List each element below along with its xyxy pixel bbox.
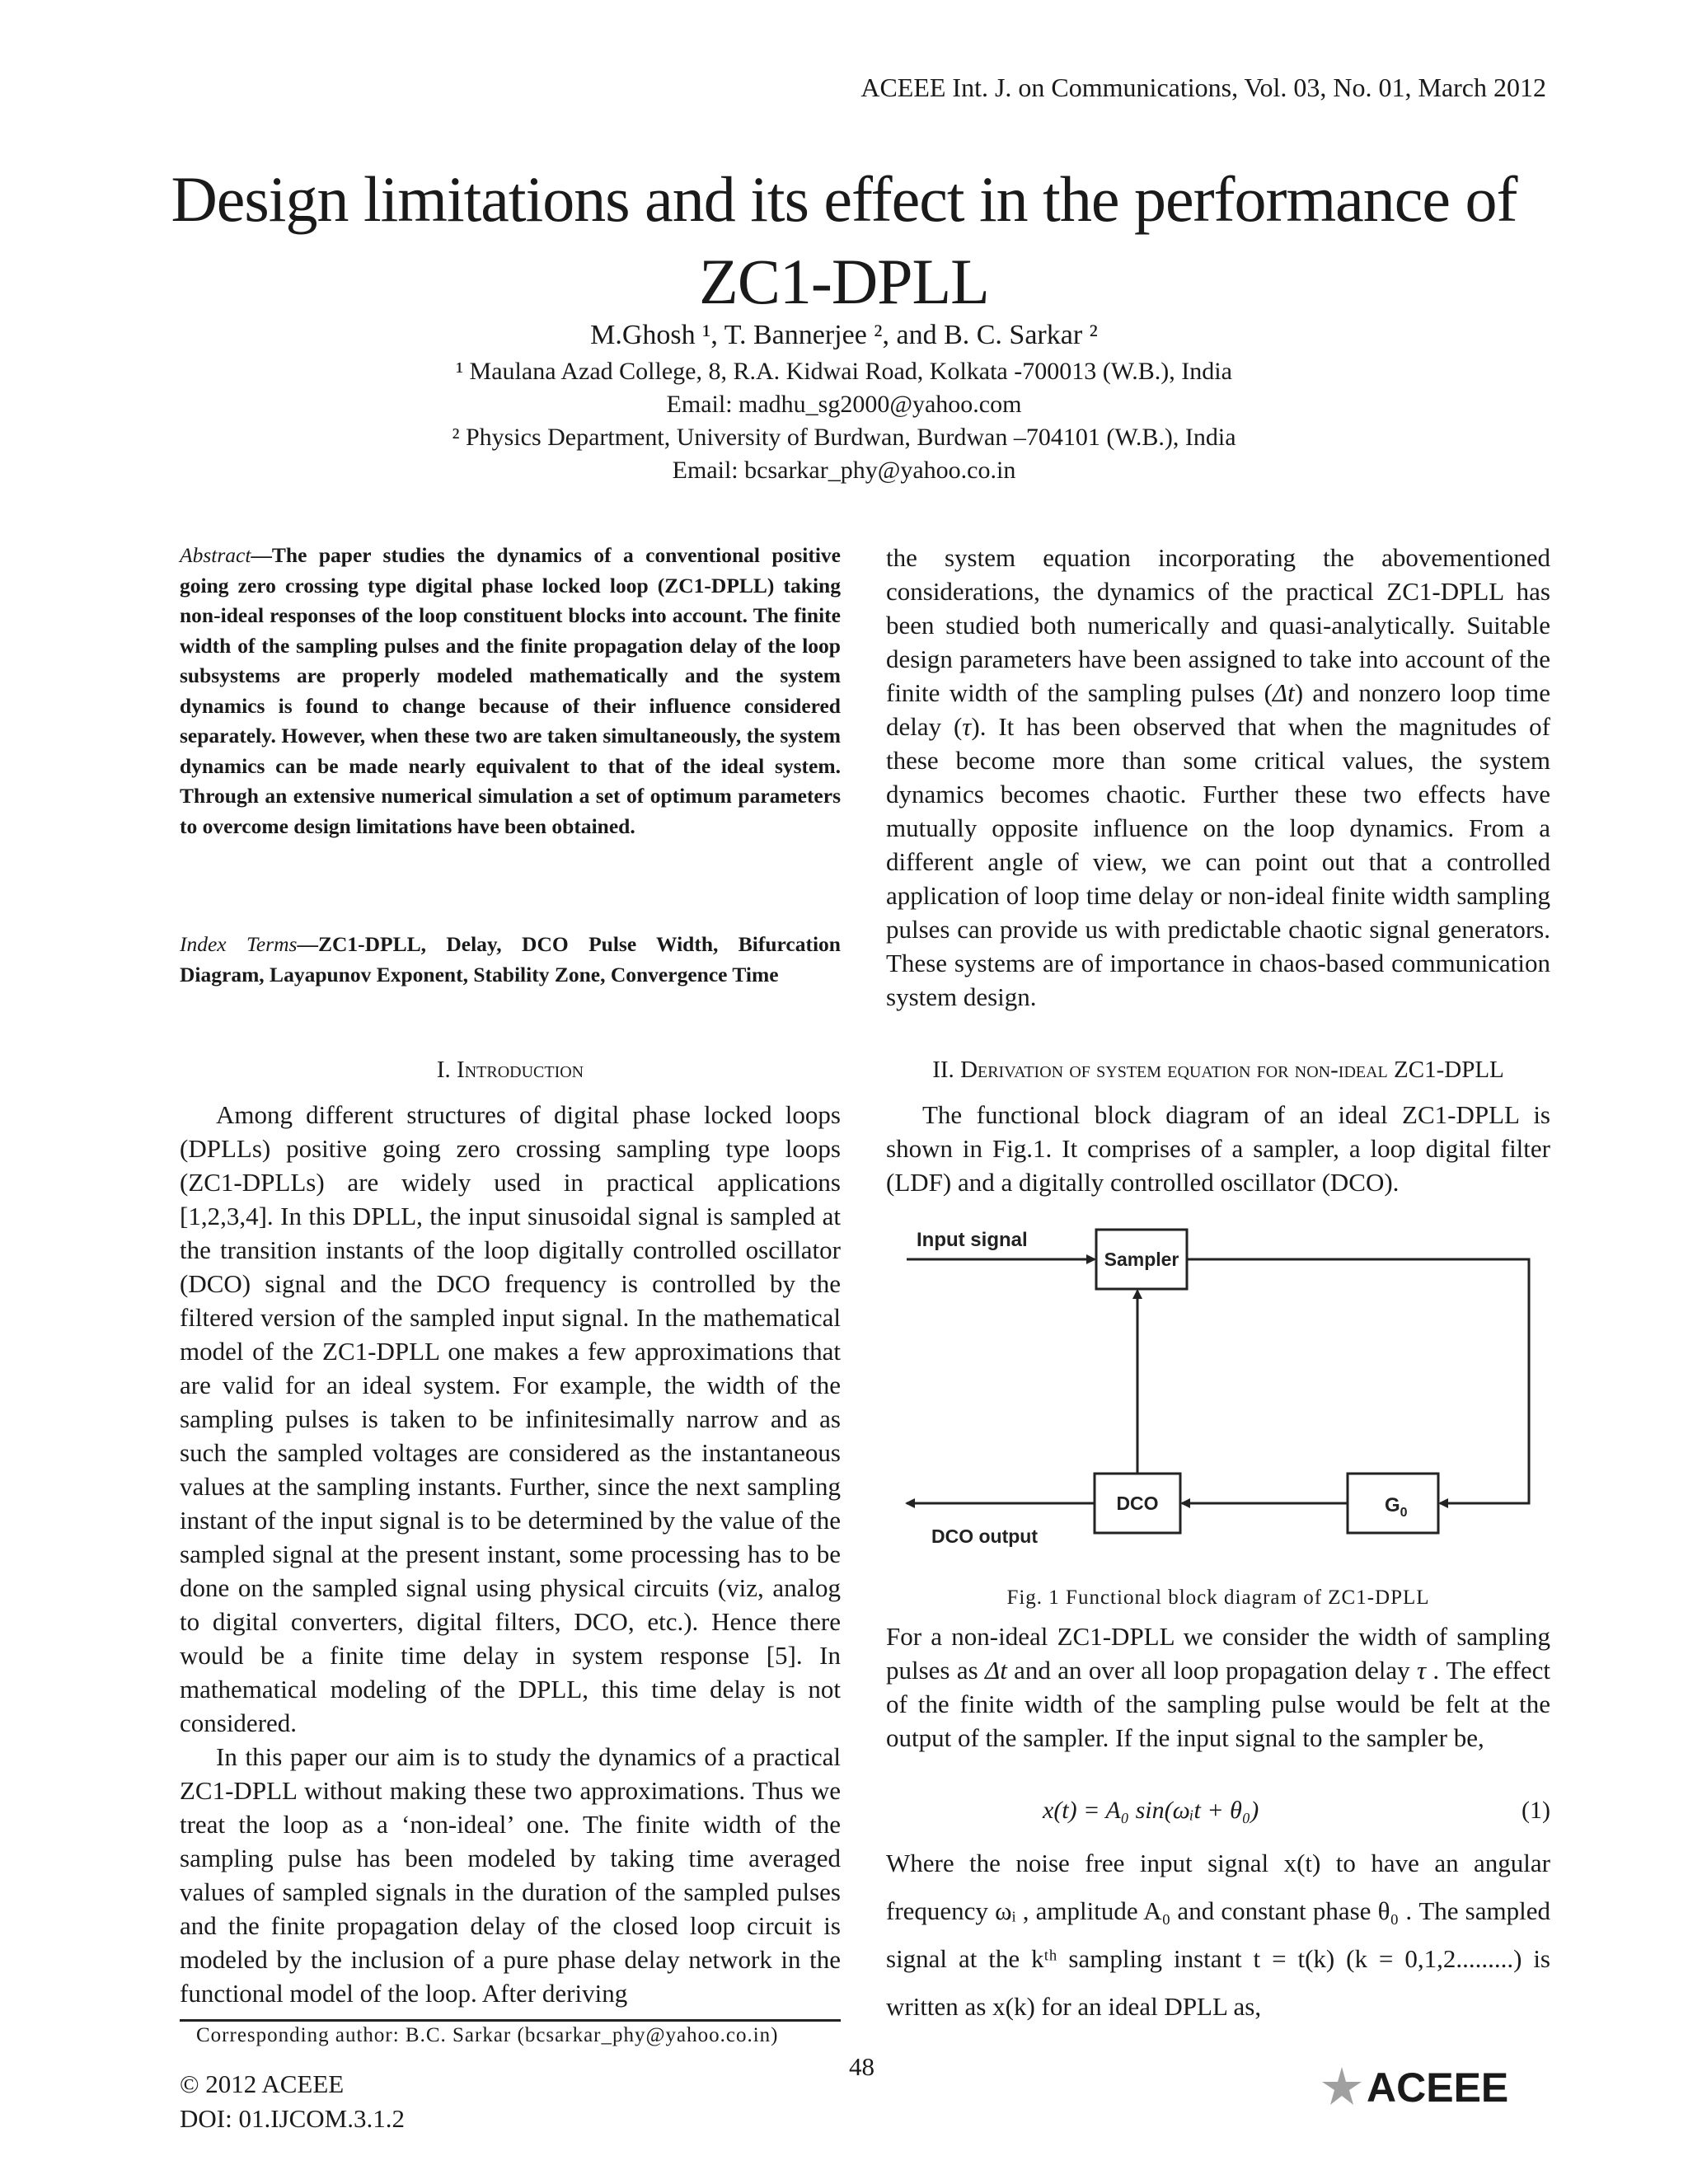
corresponding-author-note: Corresponding author: B.C. Sarkar (bcsarkar_phy@yahoo.co.in) <box>196 2024 779 2046</box>
section-2-title-tail: ZC1-DPLL <box>1387 1057 1504 1083</box>
right-intro-part-3: ). It has been observed that when the magnitudes of these become more than some critical values, the system dynamics becomes chaotic. Further these two effects have mutually opposite influence on the loop dynamics. From a different angle of view, we can point out that a controlled application of loop time delay or non-ideal finite width sampling pulses can provide us with predictable chaotic signal generators. These systems are of importance in chaos-based communication system design. <box>886 712 1550 1011</box>
right-intro-text <box>886 541 1550 1014</box>
equation-1-number: (1) <box>1522 1797 1550 1824</box>
section-1-title: Introduction <box>457 1057 584 1083</box>
g0-letter: G <box>1385 1494 1400 1516</box>
after-figure-part-3: . The effect of the finite width of the sampling pulse would be felt at the output of the sampler. If the input signal to the sampler be, <box>886 1656 1550 1752</box>
footnote-rule <box>180 2019 841 2022</box>
intro-paragraph-2: In this paper our aim is to study the dynamics of a practical ZC1-DPLL without making these two approximations. Thus we treat the loop as a ‘non-ideal’ one. The finite width of the sampling pulse has been modeled by taking time averaged values of sampled signals in the duration of the sampled pulses and the finite propagation delay of the closed loop circuit is modeled by the inclusion of a pure phase delay network in the functional model of the loop. After deriving <box>180 1742 841 2008</box>
affiliation-2: ² Physics Department, University of Burdwan, Burdwan –704101 (W.B.), India <box>452 424 1236 451</box>
footer-left <box>180 2067 405 2136</box>
star-icon <box>1322 2067 1362 2105</box>
index-terms <box>180 930 841 990</box>
tau-inline: τ <box>1416 1656 1427 1685</box>
section-2-number: II. <box>932 1057 961 1083</box>
intro-paragraph-1: Among different structures of digital phase locked loops (DPLLs) positive going zero crossing sampling type loops (ZC1-DPLLs) are widely used in practical applications [1,2,3,4]. In this DPLL, the input sinusoidal signal is sampled at the transition instants of the loop digitally controlled oscillator (DCO) signal and the DCO frequency is controlled by the filtered version of the sampled input signal. In the mathematical model of the ZC1-DPLL one makes a few approximations that are valid for an ideal system. For example, the width of the sampling pulses is taken to be infinitesimally narrow and as such the sampled voltages are considered as the instantaneous values at the sampling instants. Further, since the next sampling instant of the input signal is to be determined by the value of the sampled signal at the present instant, some processing has to be done on the sampled signal using physical circuits (viz, analog to digital converters, digital filters, DCO, etc.). Hence there would be a finite time delay in system response [5]. In mathematical modeling of the DPLL, this time delay is not considered. <box>180 1100 841 1737</box>
abstract-text: —The paper studies the dynamics of a conventional positive going zero crossing type digital phase locked loop (ZC1-DPLL) taking non-ideal responses of the loop constituent blocks into account. The finite width of the sampling pulses and the finite propagation delay of the loop subsystems are properly modeled mathematically and the system dynamics is found to change because of their influence considered separately. However, when these two are taken simultaneously, the system dynamics can be made nearly equivalent to that of the ideal system. Through an extensive numerical simulation a set of optimum parameters to overcome design limitations have been obtained. <box>180 543 841 838</box>
sampler-label: Sampler <box>1104 1249 1179 1270</box>
after-figure-text <box>886 1619 1550 1755</box>
g0-subscript: 0 <box>1400 1506 1408 1520</box>
logo-text: ACEEE <box>1367 2064 1509 2110</box>
affiliation-1: ¹ Maulana Azad College, 8, R.A. Kidwai Road, Kolkata -700013 (W.B.), India <box>456 358 1232 385</box>
index-terms-text: —ZC1-DPLL, Delay, DCO Pulse Width, Bifurcation Diagram, Layapunov Exponent, Stability Zone, Convergence Time <box>180 932 841 987</box>
right-intro-part-2: ) and nonzero loop time delay ( <box>886 678 1551 741</box>
right-intro-part-1: the system equation incorporating the abovementioned considerations, the dynamics of the practical ZC1-DPLL has been studied both numerically and quasi-analytically. Suitable design parameters have been assigned to take into account of the finite width of the sampling pulses ( <box>886 543 1550 707</box>
abstract <box>180 541 841 841</box>
input-signal-label: Input signal <box>917 1229 1028 1251</box>
section-2-heading <box>886 1053 1550 1087</box>
section-1-number: I. <box>436 1057 457 1083</box>
section-2-paragraph-1: The functional block diagram of an ideal ZC1-DPLL is shown in Fig.1. It comprises of a sampler, a loop digital filter (LDF) and a digitally controlled oscillator (DCO). <box>886 1100 1550 1197</box>
email-2: Email: bcsarkar_phy@yahoo.co.in <box>672 457 1016 484</box>
title-line-1: Design limitations and its effect in the performance of <box>171 163 1517 235</box>
title-line-2: ZC1-DPLL <box>699 246 989 317</box>
section-1-heading <box>180 1053 841 1087</box>
delta-t-symbol: Δt <box>1272 678 1295 707</box>
aceee-logo <box>1319 2060 1558 2110</box>
page-number: 48 <box>849 2052 874 2081</box>
after-figure-part-1: For a non-ideal ZC1-DPLL we consider the width of sampling pulses as <box>886 1622 1550 1685</box>
figure-caption: Fig. 1 Functional block diagram of ZC1-DPLL <box>1006 1586 1430 1609</box>
dco-output-label: DCO output <box>931 1526 1039 1547</box>
journal-header: ACEEE Int. J. on Communications, Vol. 03, No. 01, March 2012 <box>860 73 1546 102</box>
tau-symbol: τ <box>962 712 972 741</box>
after-equation-text: Where the noise free input signal x(t) to have an angular frequency ωᵢ , amplitude A₀ and constant phase θ₀ . The sampled signal at the kᵗʰ sampling instant t = t(k) (k = 0,1,2.........) is written as x(k) for an ideal DPLL as, <box>886 1849 1550 2021</box>
paper-title <box>0 158 1688 323</box>
section-2-title: Derivation of system equation for non-ideal <box>960 1057 1388 1083</box>
abstract-label: Abstract <box>180 543 251 567</box>
after-figure-part-2: and an over all loop propagation delay <box>1006 1656 1417 1685</box>
dco-label: DCO <box>1116 1493 1159 1514</box>
authors: M.Ghosh ¹, T. Bannerjee ², and B. C. Sarkar ² <box>590 320 1098 350</box>
delta-t-inline: Δt <box>985 1656 1007 1685</box>
equation-1-body: x(t) = A₀ sin(ωᵢt + θ₀) <box>1043 1797 1259 1824</box>
feedback-path-arrow <box>1187 1259 1529 1503</box>
block-diagram-figure <box>898 1212 1550 1558</box>
section-1-body <box>180 1098 841 2010</box>
section-2-intro <box>886 1098 1550 1199</box>
doi: DOI: 01.IJCOM.3.1.2 <box>180 2104 405 2133</box>
index-terms-label: Index Terms <box>180 932 298 956</box>
email-1: Email: madhu_sg2000@yahoo.com <box>666 391 1022 418</box>
copyright: © 2012 ACEEE <box>180 2069 345 2098</box>
